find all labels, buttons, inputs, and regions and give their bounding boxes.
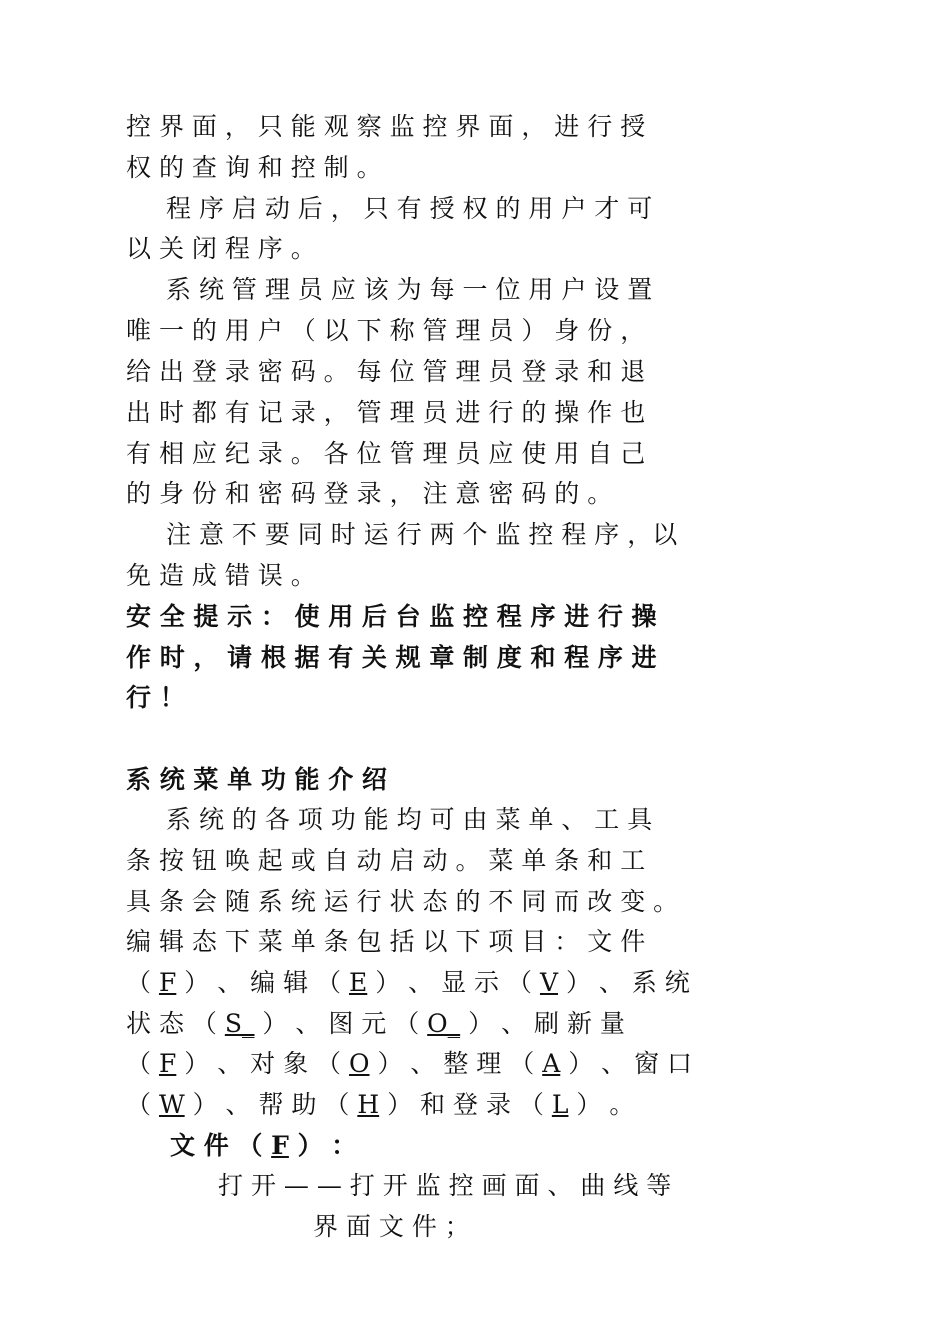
text-line: 程 序 启 动 后 ， 只 有 授 权 的 用 户 才 可 (166, 194, 653, 223)
shortcut-key: O (349, 1049, 370, 1078)
menu-line (126, 1004, 625, 1044)
text-line: 权 的 查 询 和 控 制 。 (126, 153, 382, 182)
text-line: 免 造 成 错 误 。 (126, 561, 316, 590)
text-span: （ (126, 968, 159, 997)
text-span: 文 件 （ (170, 1131, 272, 1160)
text-span: （ (126, 1049, 159, 1078)
text-span: ） 、 对 象 （ (176, 1049, 349, 1078)
shortcut-key: E (349, 968, 368, 997)
text-line: 有 相 应 纪 录 。 各 位 管 理 员 应 使 用 自 己 (126, 439, 646, 468)
text-span: ） 、 窗 口 (560, 1049, 693, 1078)
open-item-line: 界 面 文 件 ； (313, 1212, 470, 1241)
section-heading: 系 统 菜 单 功 能 介 绍 (126, 765, 387, 794)
text-line: 注 意 不 要 同 时 运 行 两 个 监 控 程 序 ，以 (166, 520, 678, 549)
text-line: 编 辑 态 下 菜 单 条 包 括 以 下 项 目 ： 文 件 (126, 927, 646, 956)
text-span: （ (126, 1090, 159, 1119)
shortcut-key: O_ (427, 1009, 461, 1038)
text-line: 具 条 会 随 系 统 运 行 状 态 的 不 同 而 改 变 。 (126, 887, 679, 916)
shortcut-key: S_ (224, 1009, 255, 1038)
safety-tip-line: 行 ！ (126, 683, 185, 712)
safety-tip-line: 作 时 ， 请 根 据 有 关 规 章 制 度 和 程 序 进 (126, 643, 657, 672)
text-line: 系 统 的 各 项 功 能 均 可 由 菜 单 、 工 具 (166, 805, 653, 834)
text-span: ） 、 整 理 （ (369, 1049, 543, 1078)
text-span: ） 、 刷 新 量 (460, 1009, 625, 1038)
shortcut-key: H (357, 1090, 380, 1119)
shortcut-key: A (542, 1049, 561, 1078)
shortcut-key: F (158, 968, 177, 997)
text-line: 的 身 份 和 密 码 登 录 ， 注 意 密 码 的 。 (126, 479, 613, 508)
shortcut-key: L (551, 1090, 569, 1119)
safety-tip-line: 安 全 提 示 ： 使 用 后 台 监 控 程 序 进 行 操 (126, 602, 657, 631)
shortcut-key: V (539, 968, 558, 997)
text-line: 给 出 登 录 密 码 。 每 位 管 理 员 登 录 和 退 (126, 357, 646, 386)
file-menu-heading (170, 1126, 356, 1166)
text-span: ） 、 显 示 （ (367, 968, 540, 997)
text-span: ） 。 (568, 1090, 635, 1119)
text-span: ） ： (288, 1131, 357, 1160)
text-span: ） 、 帮 助 （ (184, 1090, 358, 1119)
text-span: ） 和 登 录 （ (379, 1090, 552, 1119)
shortcut-key: F (271, 1131, 289, 1160)
text-span: ） 、 图 元 （ (254, 1009, 428, 1038)
text-line: 条 按 钮 唤 起 或 自 动 启 动 。 菜 单 条 和 工 (126, 846, 646, 875)
text-line: 控 界 面 ， 只 能 观 察 监 控 界 面 ， 进 行 授 (126, 112, 646, 141)
text-line: 出 时 都 有 记 录 ， 管 理 员 进 行 的 操 作 也 (126, 398, 646, 427)
text-line: 唯 一 的 用 户 （ 以 下 称 管 理 员 ） 身 份 ， (126, 316, 646, 345)
text-span: ） 、 系 统 (558, 968, 690, 997)
text-line: 以 关 闭 程 序 。 (126, 234, 316, 263)
open-item-line: 打 开 — — 打 开 监 控 画 面 、 曲 线 等 (218, 1171, 672, 1200)
shortcut-key: F (158, 1049, 177, 1078)
shortcut-key: W (158, 1090, 185, 1119)
text-span: ） 、 编 辑 （ (176, 968, 349, 997)
menu-line (126, 1085, 634, 1125)
menu-line (126, 963, 690, 1003)
text-span: 状 态 （ (126, 1009, 225, 1038)
menu-line (126, 1044, 692, 1084)
text-line: 系 统 管 理 员 应 该 为 每 一 位 用 户 设 置 (166, 275, 653, 304)
